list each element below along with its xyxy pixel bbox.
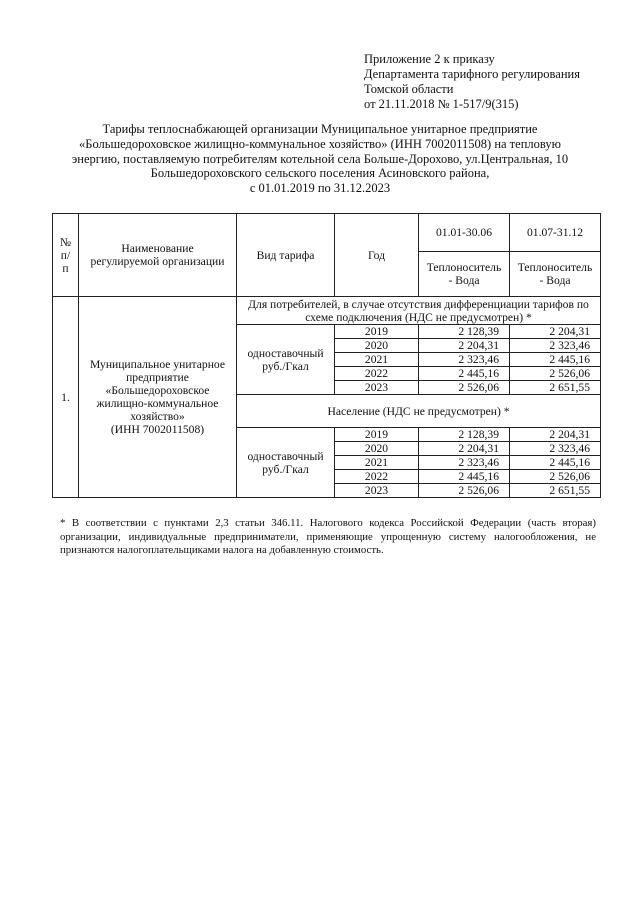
tariff-value: 2 128,39 (419, 325, 510, 339)
tariff-value: 2 445,16 (419, 470, 510, 484)
tariff-value: 2 526,06 (419, 381, 510, 395)
footnote: * В соответствии с пунктами 2,3 статьи 346.11. Налогового кодекса Российской Федерации (часть вторая) организации, индивидуальные предприниматели, применяющие упрощенную систему налогообложения, не признаются налогоплательщиками налога на добавленную стоимость. (60, 517, 596, 556)
appendix-line: от 21.11.2018 № 1-517/9(315) (364, 97, 519, 111)
header-period-1: 01.01-30.06 (419, 214, 510, 252)
year-cell: 2020 (335, 442, 419, 456)
tariff-value: 2 128,39 (419, 428, 510, 442)
header-period-2: 01.07-31.12 (510, 214, 601, 252)
year-cell: 2021 (335, 456, 419, 470)
year-cell: 2019 (335, 428, 419, 442)
tariff-value: 2 204,31 (419, 339, 510, 353)
appendix-line: Департамента тарифного регулирования (364, 67, 580, 81)
title-line: «Большедороховское жилищно-коммунальное хозяйство» (ИНН 7002011508) на тепловую (79, 136, 561, 151)
year-cell: 2023 (335, 484, 419, 498)
tariff-value: 2 204,31 (510, 325, 601, 339)
year-cell: 2022 (335, 470, 419, 484)
tariff-value: 2 204,31 (419, 442, 510, 456)
appendix-line: Приложение 2 к приказу (364, 52, 495, 66)
tariff-value: 2 526,06 (510, 470, 601, 484)
tariff-value: 2 204,31 (510, 428, 601, 442)
year-cell: 2021 (335, 353, 419, 367)
tariff-value: 2 526,06 (419, 484, 510, 498)
document-title (60, 122, 580, 196)
tariff-value: 2 323,46 (510, 442, 601, 456)
year-cell: 2020 (335, 339, 419, 353)
header-carrier-1: Теплоноситель - Вода (419, 252, 510, 297)
year-cell: 2019 (335, 325, 419, 339)
tariff-value: 2 526,06 (510, 367, 601, 381)
row-number: 1. (53, 297, 79, 498)
title-line: с 01.01.2019 по 31.12.2023 (249, 181, 391, 196)
year-cell: 2023 (335, 381, 419, 395)
tariff-value: 2 445,16 (419, 367, 510, 381)
header-carrier-2: Теплоноситель - Вода (510, 252, 601, 297)
header-number: № п/ п (53, 214, 79, 297)
tariff-table (52, 213, 601, 498)
tariff-value: 2 651,55 (510, 484, 601, 498)
group-heading: Население (НДС не предусмотрен) * (237, 395, 601, 428)
title-line: Большедороховского сельского поселения Асиновского района, (150, 166, 490, 181)
tariff-value: 2 445,16 (510, 353, 601, 367)
tariff-type-label: одноставочный руб./Гкал (237, 325, 335, 395)
title-line: энергию, поставляемую потребителям котельной села Больше-Дорохово, ул.Центральная, 10 (71, 151, 569, 166)
tariff-type-label: одноставочный руб./Гкал (237, 428, 335, 498)
group-heading: Для потребителей, в случае отсутствия дифференциации тарифов по схеме подключения (НДС не предусмотрен) * (237, 297, 601, 325)
tariff-value: 2 323,46 (510, 339, 601, 353)
tariff-value: 2 445,16 (510, 456, 601, 470)
year-cell: 2022 (335, 367, 419, 381)
appendix-line: Томской области (364, 82, 454, 96)
title-line: Тарифы теплоснабжающей организации Муниципальное унитарное предприятие (102, 122, 538, 136)
header-year: Год (335, 214, 419, 297)
tariff-value: 2 651,55 (510, 381, 601, 395)
appendix-note (364, 52, 634, 112)
tariff-value: 2 323,46 (419, 456, 510, 470)
tariff-value: 2 323,46 (419, 353, 510, 367)
header-tariff-type: Вид тарифа (237, 214, 335, 297)
organization-name: Муниципальное унитарное предприятие «Большедороховское жилищно-коммунальное хозяйство» (ИНН 7002011508) (79, 297, 237, 498)
header-organization: Наименование регулируемой организации (79, 214, 237, 297)
